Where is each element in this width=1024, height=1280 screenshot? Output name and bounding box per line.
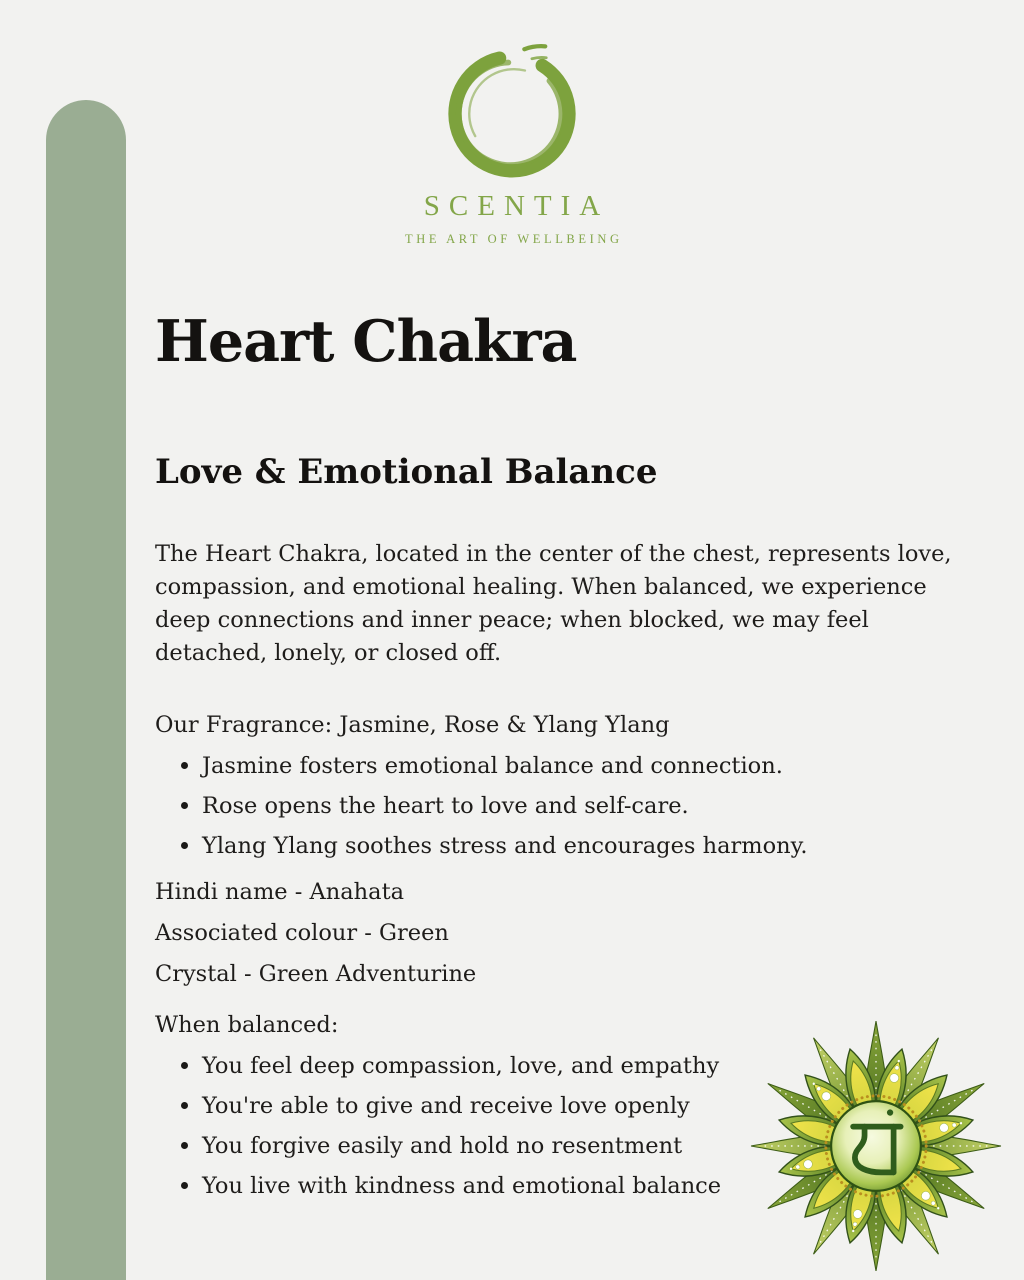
intro-paragraph: The Heart Chakra, located in the center of the chest, represents love, compassion, and emotional healing. When balanced, we experience deep connections and inner peace; when blocked, we may feel detached, lonely, or closed off. — [155, 541, 952, 666]
page-title: Heart Chakra — [155, 308, 577, 375]
brand-name: SCENTIA — [423, 190, 610, 222]
bullet-dot-icon — [181, 802, 188, 809]
fragrance-heading: Our Fragrance: Jasmine, Rose & Ylang Ylang — [155, 712, 670, 738]
list-item-text: You feel deep compassion, love, and empathy — [202, 1053, 720, 1079]
associated-colour-line: Associated colour - Green — [155, 920, 449, 946]
brand-tagline: THE ART OF WELLBEING — [404, 232, 623, 246]
list-item-text: Ylang Ylang soothes stress and encourages harmony. — [202, 833, 808, 859]
list-item — [155, 786, 855, 826]
bullet-dot-icon — [181, 1102, 188, 1109]
list-item-text: You forgive easily and hold no resentment — [202, 1133, 683, 1159]
crystal-line: Crystal - Green Adventurine — [155, 961, 477, 987]
bullet-dot-icon — [181, 762, 188, 769]
list-item-text: Rose opens the heart to love and self-care. — [202, 793, 689, 819]
anahata-chakra-mandala-illustration — [744, 1014, 1008, 1278]
list-item-text: Jasmine fosters emotional balance and connection. — [202, 753, 783, 779]
details-section — [155, 872, 855, 995]
side-accent-bar — [46, 100, 126, 1280]
list-item — [155, 746, 855, 786]
enso-brush-circle-icon — [436, 34, 588, 186]
list-item-text: You live with kindness and emotional balance — [202, 1173, 722, 1199]
list-item — [155, 826, 855, 866]
bullet-dot-icon — [181, 1182, 188, 1189]
list-item-text: You're able to give and receive love openly — [202, 1093, 690, 1119]
when-balanced-heading: When balanced: — [155, 1012, 339, 1038]
bullet-dot-icon — [181, 842, 188, 849]
hindi-name-line: Hindi name - Anahata — [155, 879, 405, 905]
page-subtitle: Love & Emotional Balance — [155, 452, 658, 492]
bullet-dot-icon — [181, 1142, 188, 1149]
fragrance-section — [155, 705, 855, 866]
bullet-dot-icon — [181, 1062, 188, 1069]
logo — [0, 34, 1024, 247]
